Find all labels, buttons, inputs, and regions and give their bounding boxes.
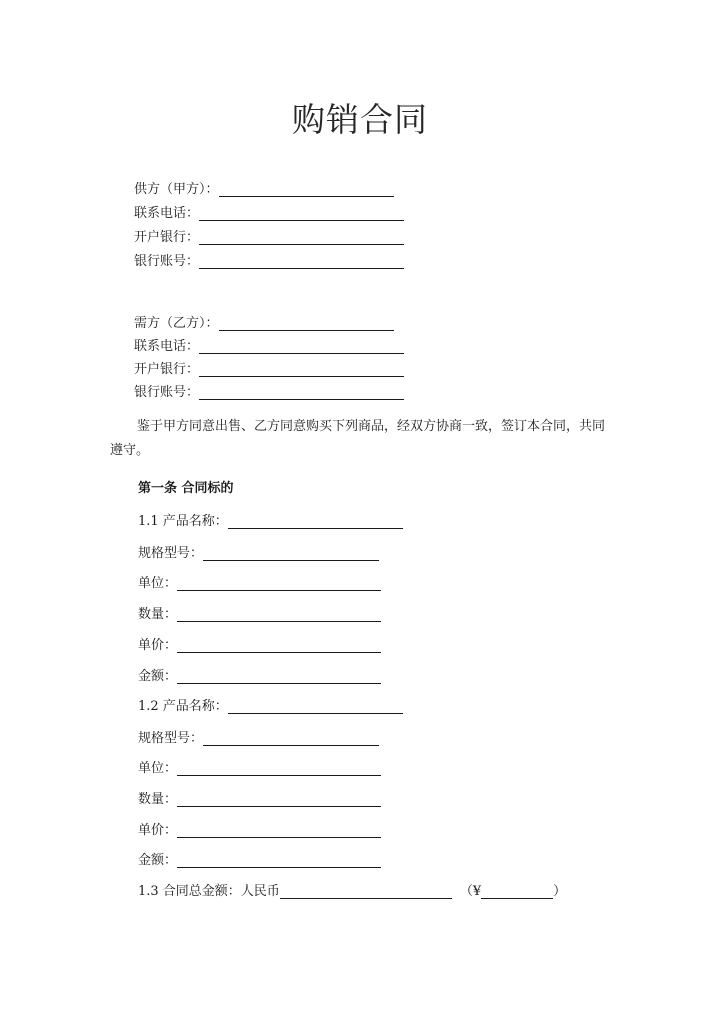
buyer-account-label: 银行账号： [134, 385, 200, 400]
article1-heading: 第一条 合同标的 [138, 481, 234, 496]
product2-qty-label: 数量： [138, 792, 178, 807]
buyer-phone-row [134, 338, 404, 356]
product1-unit-label: 单位： [138, 576, 178, 591]
product2-amount-row [138, 852, 381, 870]
product1-qty-label: 数量： [138, 607, 178, 622]
buyer-phone-label: 联系电话： [134, 339, 200, 354]
buyer-account-field[interactable] [199, 386, 404, 400]
total-paren-open: （¥ [459, 884, 482, 899]
seller-bank-label: 开户银行： [134, 230, 200, 245]
intro-paragraph: 鉴于甲方同意出售、乙方同意购买下列商品，经双方协商一致，签订本合同，共同遵守。 [110, 419, 606, 458]
product1-name-label: 1.1 产品名称： [138, 514, 228, 529]
product1-spec-row [138, 545, 379, 563]
seller-phone-label: 联系电话： [134, 206, 200, 221]
buyer-bank-label: 开户银行： [134, 362, 200, 377]
product2-spec-row [138, 730, 379, 748]
product2-unit-row [138, 760, 381, 778]
product2-unit-field[interactable] [177, 762, 381, 776]
product2-amount-label: 金额： [138, 853, 178, 868]
product1-amount-label: 金额： [138, 669, 178, 684]
contract-title: 购销合同 [292, 100, 428, 139]
product2-price-row [138, 822, 381, 840]
product1-qty-field[interactable] [177, 608, 381, 622]
product2-amount-field[interactable] [177, 854, 381, 868]
product2-price-label: 单价： [138, 823, 178, 838]
buyer-party-field[interactable] [219, 317, 394, 331]
buyer-bank-field[interactable] [199, 363, 404, 377]
product1-unit-field[interactable] [177, 577, 381, 591]
product2-name-label: 1.2 产品名称： [138, 699, 228, 714]
seller-bank-row [134, 229, 404, 247]
product1-amount-row [138, 668, 381, 686]
product1-price-field[interactable] [177, 639, 381, 653]
product1-unit-row [138, 575, 381, 593]
total-amount-yen-field[interactable] [481, 885, 553, 899]
product2-name-field[interactable] [228, 700, 403, 714]
product2-qty-field[interactable] [177, 793, 381, 807]
seller-account-field[interactable] [199, 255, 404, 269]
product2-spec-label: 规格型号： [138, 731, 204, 746]
buyer-party-label: 需方（乙方）： [134, 316, 219, 331]
product2-name-row [138, 698, 403, 716]
product1-qty-row [138, 606, 381, 624]
total-amount-rmb-field[interactable] [280, 885, 452, 899]
product1-price-label: 单价： [138, 638, 178, 653]
product1-price-row [138, 637, 381, 655]
product1-spec-field[interactable] [203, 547, 379, 561]
seller-party-field[interactable] [219, 183, 394, 197]
product2-qty-row [138, 791, 381, 809]
seller-phone-row [134, 205, 404, 223]
buyer-party-row [134, 315, 394, 333]
product1-spec-label: 规格型号： [138, 546, 204, 561]
product2-price-field[interactable] [177, 824, 381, 838]
product1-amount-field[interactable] [177, 670, 381, 684]
buyer-bank-row [134, 361, 404, 379]
seller-account-row [134, 253, 404, 271]
product1-name-field[interactable] [228, 515, 403, 529]
total-amount-label: 1.3 合同总金额：人民币 [138, 884, 280, 899]
product1-name-row [138, 513, 403, 531]
seller-bank-field[interactable] [199, 231, 404, 245]
seller-phone-field[interactable] [199, 207, 404, 221]
seller-party-label: 供方（甲方）： [134, 182, 219, 197]
product2-spec-field[interactable] [203, 732, 379, 746]
total-paren-close: ） [553, 884, 567, 899]
product2-unit-label: 单位： [138, 761, 178, 776]
total-amount-row [138, 883, 566, 901]
seller-party-row [134, 181, 394, 199]
buyer-phone-field[interactable] [199, 340, 404, 354]
seller-account-label: 银行账号： [134, 254, 200, 269]
buyer-account-row [134, 384, 404, 402]
